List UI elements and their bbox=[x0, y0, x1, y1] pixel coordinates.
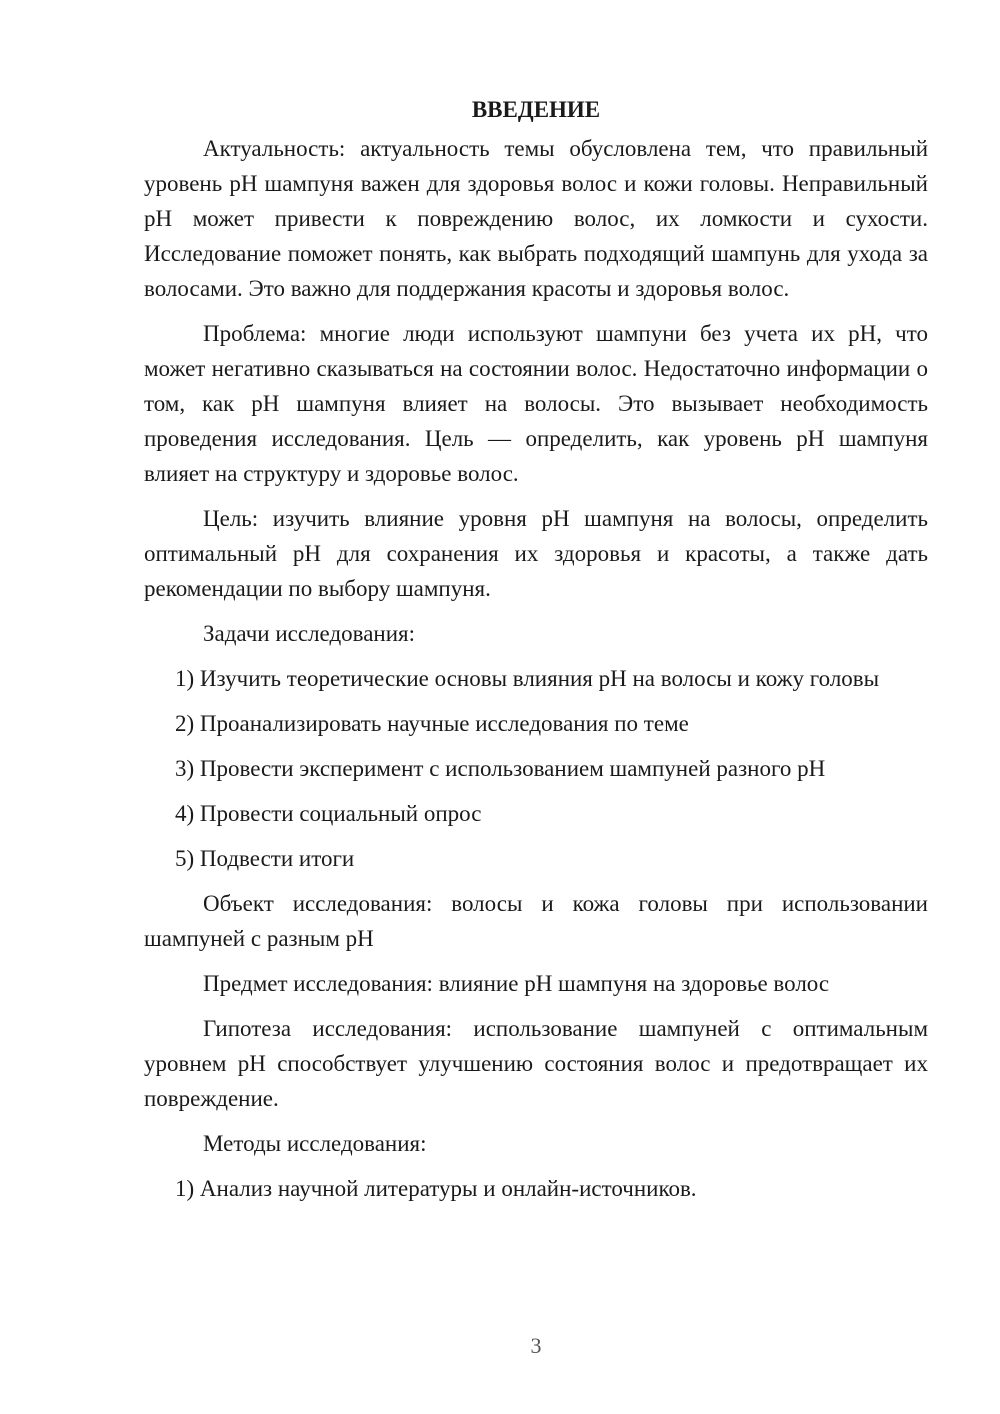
method-item-1: 1) Анализ научной литературы и онлайн-источников. bbox=[175, 1176, 697, 1201]
methods-heading: Методы исследования: bbox=[203, 1131, 427, 1156]
task-item-3: 3) Провести эксперимент с использованием шампуней разного pH bbox=[175, 756, 826, 781]
subject-paragraph: Предмет исследования: влияние pH шампуня на здоровье волос bbox=[203, 971, 830, 996]
tasks-heading: Задачи исследования: bbox=[203, 621, 416, 646]
hypothesis-paragraph: Гипотеза исследования: использование шампуней с оптимальным уровнем pH способствует улучшению состояния волос и предотвращает их повреждение. bbox=[144, 1016, 928, 1111]
object-paragraph: Объект исследования: волосы и кожа головы при использовании шампуней с разным pH bbox=[144, 891, 928, 951]
page-number: 3 bbox=[530, 1333, 542, 1358]
task-item-5: 5) Подвести итоги bbox=[175, 846, 355, 871]
section-title: ВВЕДЕНИЕ bbox=[471, 97, 601, 122]
task-item-1: 1) Изучить теоретические основы влияния pH на волосы и кожу головы bbox=[175, 666, 880, 691]
document-page bbox=[144, 90, 928, 1216]
goal-paragraph: Цель: изучить влияние уровня pH шампуня на волосы, определить оптимальный pH для сохранения их здоровья и красоты, а также дать рекомендации по выбору шампуня. bbox=[144, 506, 928, 601]
task-item-4: 4) Провести социальный опрос bbox=[175, 801, 482, 826]
task-item-2: 2) Проанализировать научные исследования по теме bbox=[175, 711, 689, 736]
problem-paragraph: Проблема: многие люди используют шампуни без учета их pH, что может негативно сказываться на состоянии волос. Недостаточно информации о том, как pH шампуня влияет на волосы. Это вызывает необходимость проведения исследования. Цель — определить, как уровень pH шампуня влияет на структуру и здоровье волос. bbox=[144, 321, 928, 486]
relevance-paragraph: Актуальность: актуальность темы обусловлена тем, что правильный уровень pH шампуня важен для здоровья волос и кожи головы. Неправильный pH может привести к повреждению волос, их ломкости и сухости. Исследование поможет понять, как выбрать подходящий шампунь для ухода за волосами. Это важно для поддержания красоты и здоровья волос. bbox=[144, 136, 928, 301]
